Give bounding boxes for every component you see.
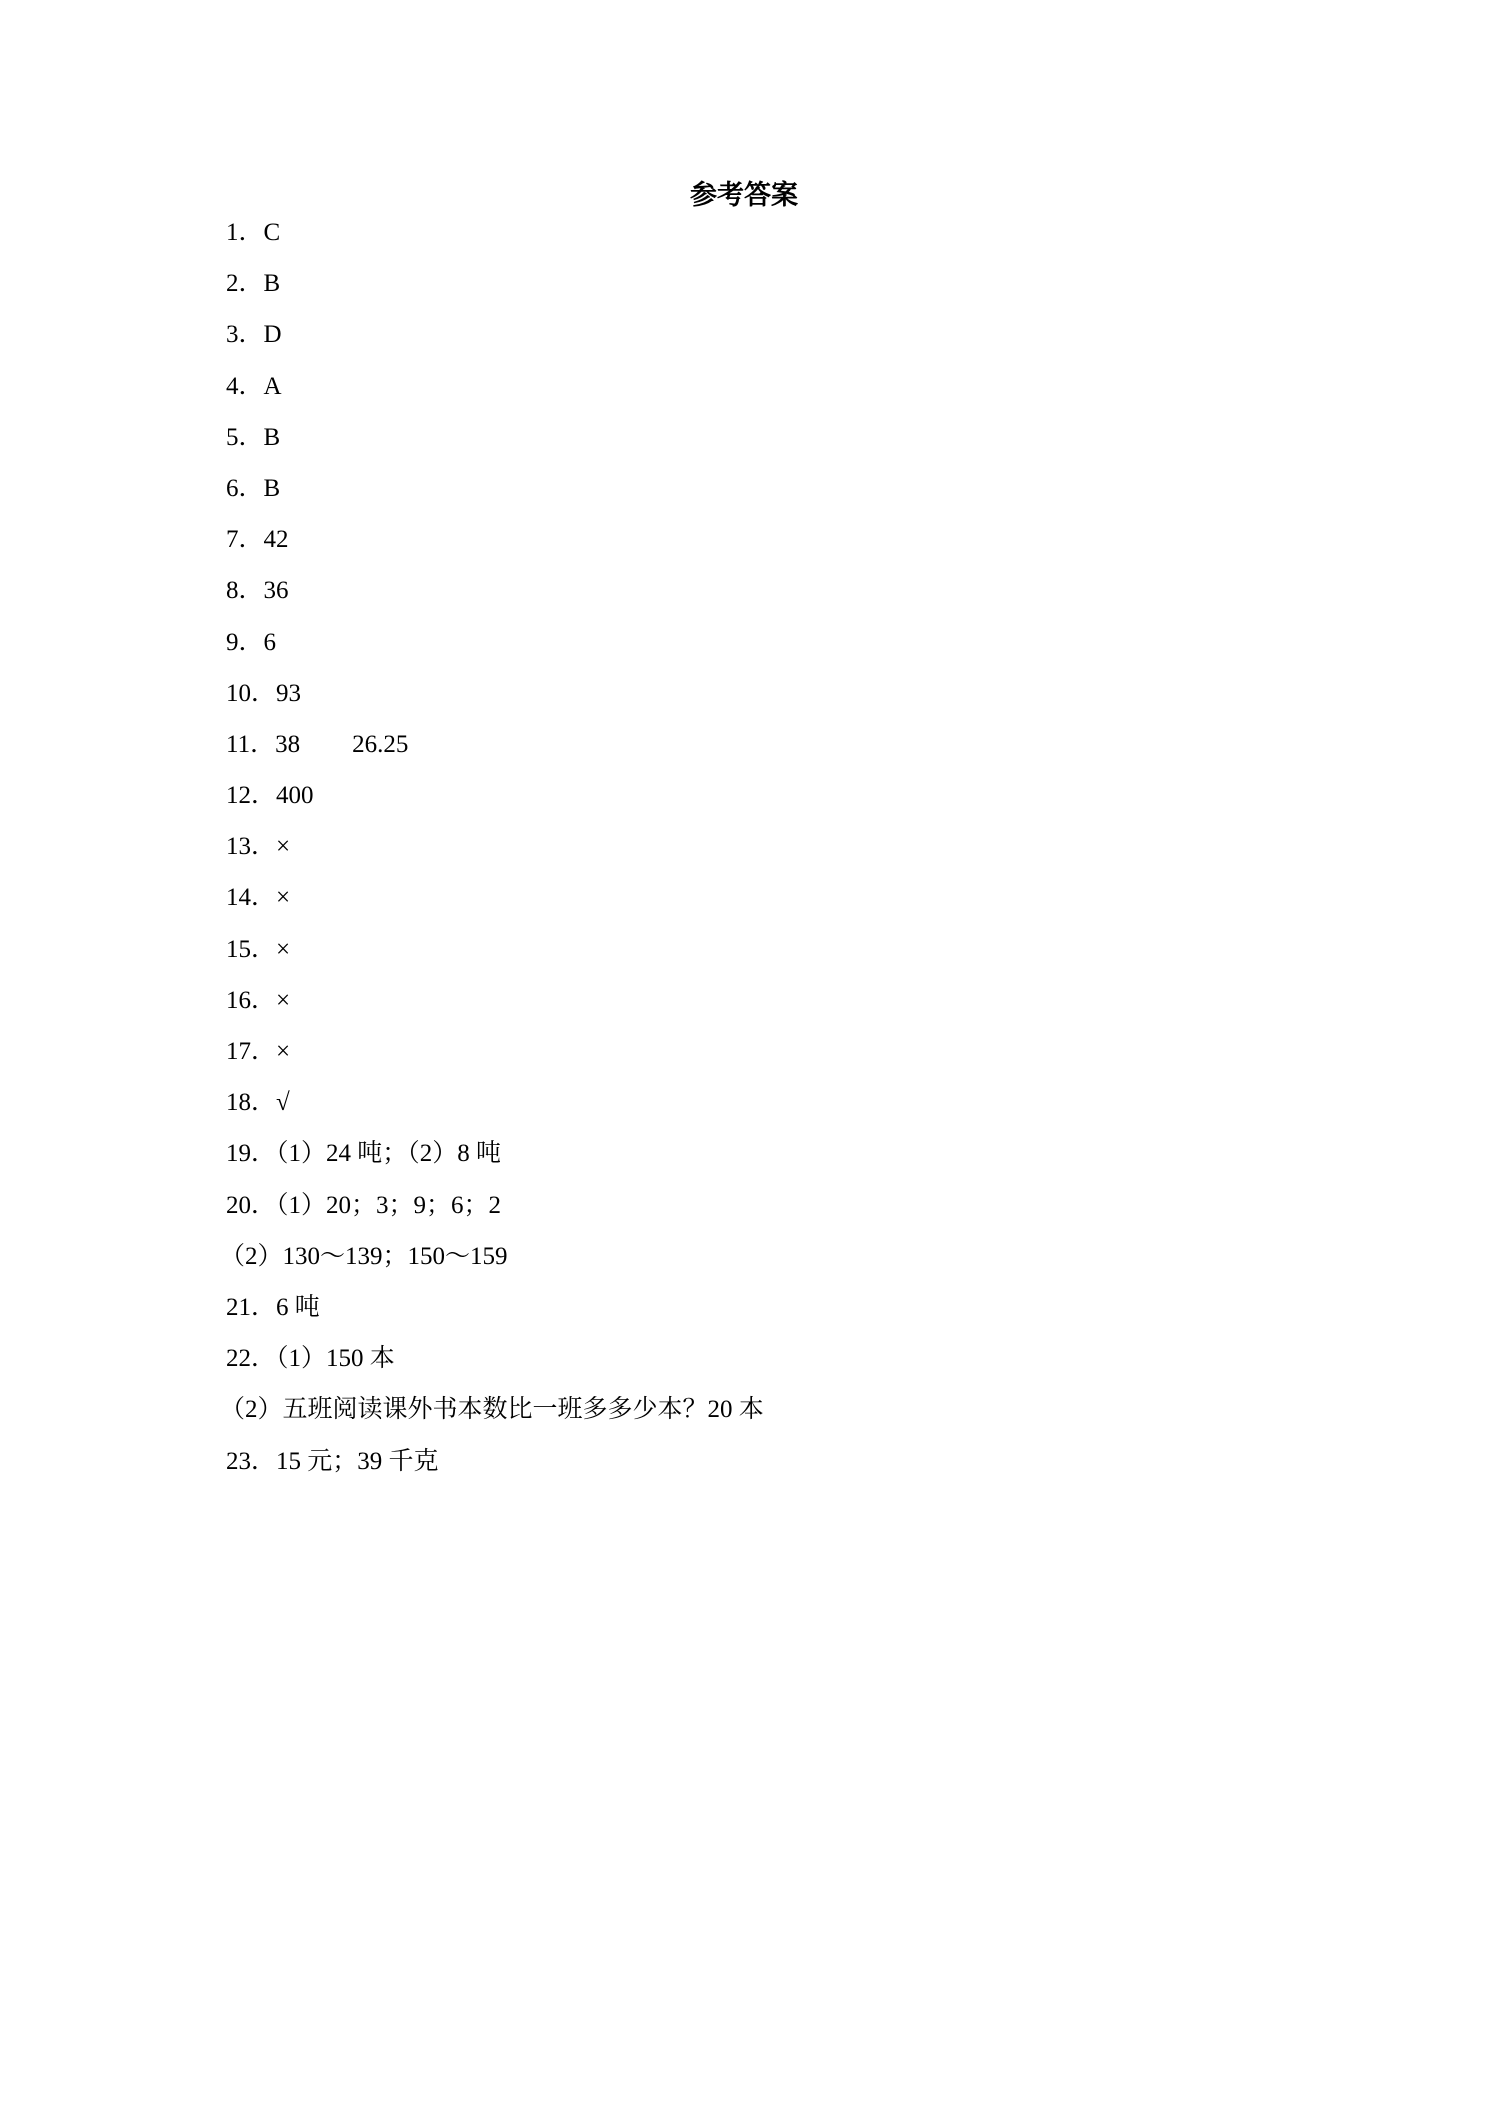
answer-text: 15 元；39 千克 xyxy=(276,1447,439,1475)
answer-number: 16． xyxy=(226,986,277,1014)
answer-number: 10． xyxy=(226,679,277,707)
answer-text: D xyxy=(263,321,282,349)
answer-text: C xyxy=(263,219,281,246)
answer-number: 19． xyxy=(226,1140,277,1168)
answer-item-15 xyxy=(226,930,1326,981)
answer-item-20 xyxy=(226,1186,1326,1237)
answer-number: 14． xyxy=(226,884,277,912)
answer-text: 6 吨 xyxy=(276,1293,320,1321)
answer-number: 6． xyxy=(226,474,264,502)
answer-number: 5． xyxy=(226,423,264,451)
answer-text: × xyxy=(276,884,291,912)
answer-number: 8． xyxy=(226,577,264,605)
answer-text-second: 26.25 xyxy=(352,730,409,758)
answer-item-2 xyxy=(226,264,1326,315)
answer-text: 93 xyxy=(276,679,302,707)
answer-item-4 xyxy=(226,367,1326,418)
answer-item-1 xyxy=(226,213,1326,264)
answer-number: 9． xyxy=(226,628,264,656)
answer-item-8 xyxy=(226,571,1326,622)
page-title: 参考答案 xyxy=(690,180,798,211)
answer-text: 38 xyxy=(275,730,301,758)
answer-item-17 xyxy=(226,1032,1326,1083)
answer-number: 7． xyxy=(226,526,264,554)
answer-number: 23． xyxy=(226,1447,277,1475)
answer-item-10 xyxy=(226,674,1326,725)
answer-text: 6 xyxy=(263,628,277,656)
answer-number: 13． xyxy=(226,833,277,861)
answer-text: × xyxy=(276,833,291,861)
answer-text: × xyxy=(276,986,291,1014)
answer-item-20-part-2 xyxy=(220,1237,1326,1288)
answer-number: 15． xyxy=(226,935,277,963)
answer-number: 11． xyxy=(226,730,276,758)
answer-item-3 xyxy=(226,315,1326,366)
answer-text: × xyxy=(276,935,291,963)
answer-text: B xyxy=(263,423,281,451)
answer-item-9 xyxy=(226,623,1326,674)
answer-text: 36 xyxy=(263,577,289,605)
answer-item-5 xyxy=(226,418,1326,469)
answer-number: 4． xyxy=(226,372,264,400)
answer-text: B xyxy=(263,270,281,298)
answer-item-6 xyxy=(226,469,1326,520)
answer-item-19 xyxy=(226,1134,1326,1185)
answer-text: （2）五班阅读课外书本数比一班多多少本？20 本 xyxy=(220,1396,764,1424)
answer-number: 18． xyxy=(226,1089,277,1117)
answer-text: （1）20；3；9；6；2 xyxy=(276,1191,502,1219)
answer-number: 21． xyxy=(226,1293,277,1321)
answer-number: 22． xyxy=(226,1345,277,1373)
answer-list xyxy=(220,213,1326,1493)
answer-number: 2． xyxy=(226,270,264,298)
answer-item-13 xyxy=(226,827,1326,878)
answer-item-12 xyxy=(226,776,1326,827)
answer-number: 3． xyxy=(226,321,264,349)
answer-item-21 xyxy=(226,1288,1326,1339)
answer-text: （1）150 本 xyxy=(276,1345,395,1373)
answer-item-23 xyxy=(226,1442,1326,1493)
answer-item-22-part-2 xyxy=(220,1390,1326,1441)
answer-text: × xyxy=(276,1038,291,1065)
answer-item-11 xyxy=(226,725,1326,776)
answer-item-14 xyxy=(226,878,1326,929)
answer-number: 20． xyxy=(226,1191,277,1219)
answer-item-7 xyxy=(226,520,1326,571)
answer-number: 17． xyxy=(226,1038,277,1065)
answer-item-18 xyxy=(226,1083,1326,1134)
answer-text: 42 xyxy=(263,526,289,554)
answer-text: A xyxy=(263,372,282,400)
answer-text: 400 xyxy=(276,782,314,810)
answer-text: （2）130～139；150～159 xyxy=(220,1242,508,1270)
answer-number: 12． xyxy=(226,782,277,810)
answer-item-16 xyxy=(226,981,1326,1032)
answer-text: √ xyxy=(276,1089,290,1117)
answer-item-22 xyxy=(226,1339,1326,1390)
answer-text: （1）24 吨；（2）8 吨 xyxy=(276,1140,502,1168)
answer-text: B xyxy=(263,474,281,502)
answer-number: 1． xyxy=(226,219,264,246)
